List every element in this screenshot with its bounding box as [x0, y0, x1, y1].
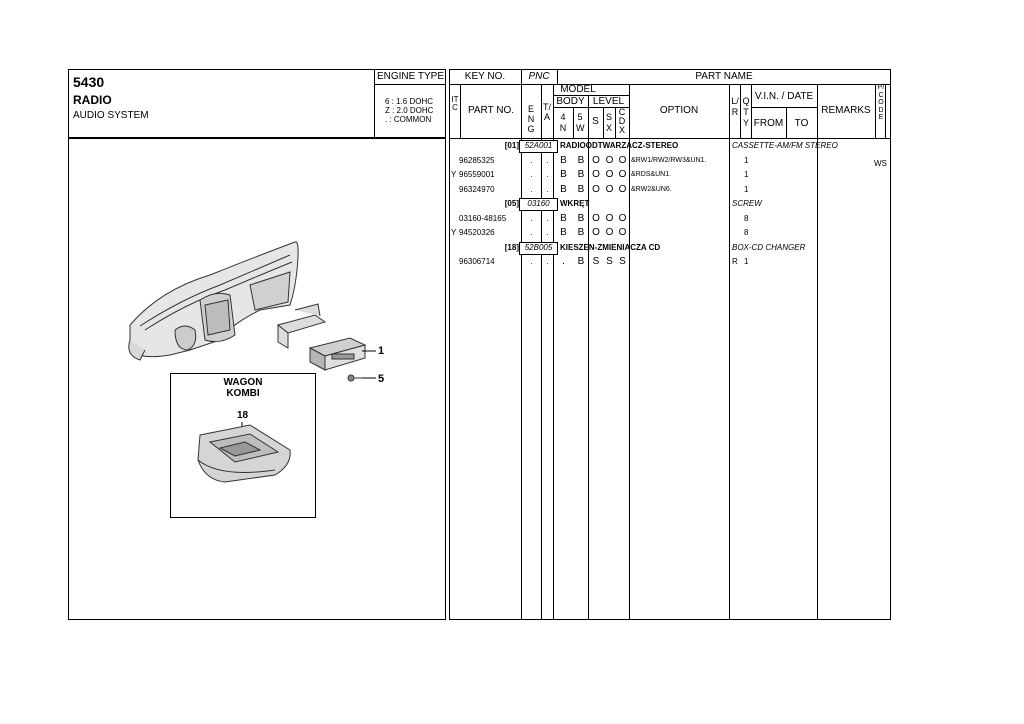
engine-type-1: 6 : 1.6 DOHC — [385, 97, 434, 106]
part-no: 96324970 — [459, 184, 495, 194]
level-label: LEVEL — [592, 96, 625, 107]
callout-1: 1 — [378, 345, 385, 357]
level-sx: O — [605, 212, 614, 224]
eng: . — [530, 184, 533, 194]
option: &RDS&UN1. — [631, 171, 672, 178]
part-no: 03160-48165 — [459, 213, 507, 223]
pcode: WS — [874, 158, 887, 168]
group-code: 5430 — [73, 74, 105, 90]
radio-unit-drawing — [310, 338, 365, 370]
part-no: 96559001 — [459, 170, 495, 179]
engine-type-3: . : COMMON — [385, 115, 432, 124]
level-sx: O — [605, 227, 614, 238]
ta: . — [546, 257, 549, 266]
level-cdx: O — [618, 154, 627, 166]
radio-bracket-drawing — [278, 304, 325, 348]
qty: 8 — [744, 228, 749, 237]
ta: . — [546, 170, 549, 179]
body-5w-label: 5W — [576, 112, 585, 133]
callout-5: 5 — [378, 373, 385, 385]
itc: Y — [451, 170, 457, 179]
part-name: RADIOODTWARZACZ-STEREO — [560, 141, 679, 150]
part-name: WKRĘT — [560, 199, 590, 208]
engine-type-label: ENGINE TYPE — [376, 71, 445, 82]
lr-label: L/R — [731, 96, 739, 117]
level-s: O — [592, 169, 600, 180]
eng: . — [530, 213, 533, 223]
level-sx: O — [605, 169, 614, 180]
part-no: 96285325 — [459, 155, 495, 165]
body-4n-label: 4N — [559, 112, 567, 133]
group-subtitle: AUDIO SYSTEM — [73, 110, 149, 121]
body-5w: B — [577, 154, 585, 166]
engine-type-2: Z : 2.0 DOHC — [385, 106, 434, 115]
callout-18: 18 — [237, 410, 249, 421]
remarks-label: REMARKS — [821, 105, 871, 116]
ta-label: T/A — [543, 102, 551, 122]
qty-label: QTY — [742, 96, 750, 128]
vin-date-label: V.I.N. / DATE — [754, 91, 814, 102]
eng: . — [530, 155, 533, 165]
eng-label: ENG — [527, 104, 535, 134]
key-no: [18] — [504, 242, 519, 252]
level-sx-label: SX — [605, 112, 612, 133]
itc-label: ITC — [451, 95, 459, 112]
part-name-en: BOX-CD CHANGER — [732, 242, 806, 252]
level-s: O — [592, 154, 600, 166]
body-5w: B — [577, 256, 585, 267]
eng: . — [530, 170, 533, 179]
part-name-en: CASSETTE-AM/FM STEREO — [732, 141, 838, 150]
cd-changer-box-drawing — [190, 420, 300, 490]
part-no: 94520326 — [459, 228, 495, 237]
body-4n: B — [560, 154, 567, 166]
qty: 1 — [744, 170, 749, 179]
dashboard-drawing — [129, 242, 298, 360]
level-sx: S — [606, 256, 613, 267]
part-no-label: PART NO. — [467, 105, 515, 116]
level-cdx: O — [618, 227, 627, 238]
level-s-label: S — [592, 116, 599, 127]
inset-title-kombi: KOMBI — [226, 388, 260, 399]
part-name: KIESZEN-ZMIENIACZA CD — [560, 242, 661, 252]
qty: 1 — [744, 184, 749, 194]
key-no-label: KEY NO. — [464, 71, 506, 82]
level-sx: O — [605, 183, 614, 195]
body-5w: B — [577, 227, 585, 238]
pnc-code: 52A001 — [524, 141, 553, 150]
parts-table — [449, 69, 891, 620]
to-label: TO — [794, 118, 809, 129]
body-4n: B — [560, 212, 567, 224]
body-4n: B — [560, 169, 567, 180]
part-no: 96306714 — [459, 257, 495, 266]
level-s: O — [592, 227, 600, 238]
level-s: O — [592, 212, 600, 224]
qty: 8 — [744, 213, 749, 223]
key-no: [01] — [504, 141, 519, 150]
option: &RW1/RW2/RW3&UN1. — [631, 156, 707, 164]
model-label: MODEL — [560, 84, 596, 95]
ta: . — [546, 155, 549, 165]
from-label: FROM — [753, 118, 784, 129]
body-4n: . — [562, 256, 565, 267]
ta: . — [546, 184, 549, 194]
pcode-label: P/CODE — [877, 84, 885, 121]
pnc-code: 03160 — [527, 199, 550, 208]
pnc-label: PNC — [528, 71, 550, 82]
group-title: RADIO — [73, 93, 112, 107]
level-s: O — [592, 183, 600, 195]
level-cdx: O — [618, 169, 627, 180]
level-cdx: O — [618, 212, 627, 224]
eng: . — [530, 228, 533, 237]
body-4n: B — [560, 183, 567, 195]
part-name-label: PART NAME — [695, 71, 753, 82]
part-name-en: SCREW — [732, 199, 762, 208]
option-label: OPTION — [659, 105, 699, 116]
level-cdx-label: CDX — [618, 107, 626, 135]
body-4n: B — [560, 227, 567, 238]
body-label: BODY — [556, 96, 585, 107]
level-sx: O — [605, 154, 614, 166]
ta: . — [546, 228, 549, 237]
level-cdx: S — [619, 256, 626, 267]
key-no: [05] — [504, 199, 519, 208]
eng: . — [530, 257, 533, 266]
level-s: S — [592, 256, 600, 267]
pnc-code: 52B005 — [524, 242, 553, 252]
level-cdx: O — [618, 183, 627, 195]
body-5w: B — [577, 183, 585, 195]
body-5w: B — [577, 212, 585, 224]
itc: Y — [451, 228, 457, 237]
option: &RW2&UN6. — [631, 185, 672, 193]
screw-drawing — [348, 375, 362, 381]
qty: 1 — [744, 257, 749, 266]
lr: R — [732, 257, 738, 266]
qty: 1 — [744, 155, 749, 165]
body-5w: B — [577, 169, 585, 180]
inset-title-wagon: WAGON — [223, 377, 263, 388]
ta: . — [546, 213, 549, 223]
